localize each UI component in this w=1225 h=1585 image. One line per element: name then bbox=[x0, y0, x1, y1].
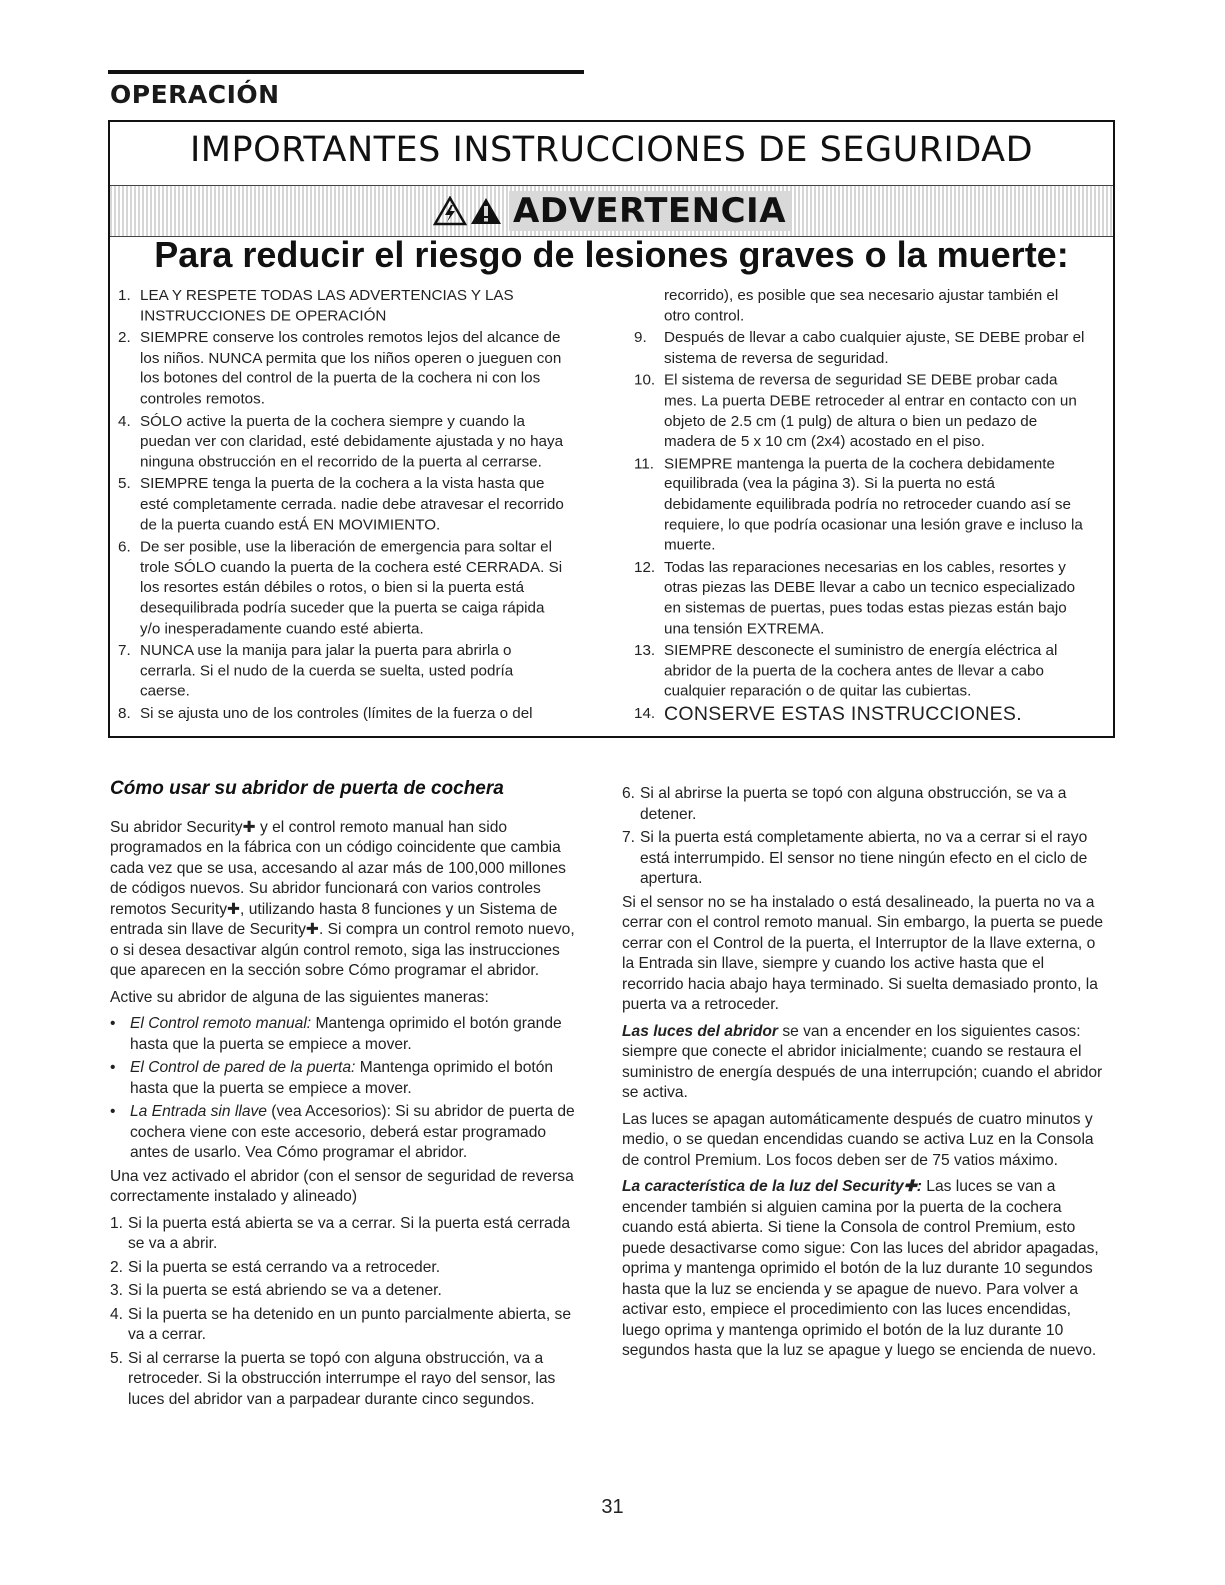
operation-step-number: 3. bbox=[110, 1282, 124, 1299]
operation-step bbox=[110, 1349, 584, 1411]
safety-item bbox=[634, 286, 1086, 327]
warning-text: ADVERTENCIA bbox=[509, 191, 790, 231]
general-warning-icon bbox=[469, 196, 503, 226]
safety-item-text: SIEMPRE conserve los controles remotos lejos del alcance de los niños. NUNCA permita que los niños operen o jueguen con los botones del control de la puerta de la cochera ni con los controles remotos. bbox=[140, 329, 562, 408]
safety-list-right bbox=[634, 286, 1086, 726]
light-feature-text: Las luces se van a encender también si alguien camina por la puerta de la cochera cuando está abierta. Si tiene la Consola de control Premium, esto puede desactivarse como sigue: Con las luces del abridor apagadas, oprima y mantenga oprimido el botón de la luz durante 10 segundos hasta que la luz se encienda y se apague de nuevo. Para volver a activar esto, empiece el procedimiento con las luces encendidas, luego oprima y mantenga oprimido el botón de la luz durante 10 segundos hasta que la luz se apague y luego se encienda de nuevo. bbox=[622, 1178, 1099, 1359]
activation-method bbox=[110, 1058, 584, 1099]
safety-item-number: 13. bbox=[634, 642, 656, 660]
operation-step-text: Si la puerta se está cerrando va a retroceder. bbox=[128, 1258, 441, 1276]
safety-item bbox=[634, 558, 1086, 639]
safety-item-text: SÓLO active la puerta de la cochera siempre y cuando la puedan ver con claridad, esté debidamente ajustada y no haya ninguna obstrucción en el recorrido de la puerta al cerrarse. bbox=[140, 412, 564, 471]
intro-paragraph: Su abridor Security✚ y el control remoto manual han sido programados en la fábrica con un código coincidente que cambia cada vez que se usa, accesando al azar más de 100,000 millones de códigos nuevos. Su abridor funcionará con varios controles remotos Security✚, utilizando hasta 8 funciones y un Sistema de entrada sin llave de Security✚. Si compra un control remoto nuevo, o si desea desactivar algún control remoto, siga las instrucciones que aparecen en la sección sobre Cómo programar el abridor. bbox=[110, 818, 575, 979]
safety-box-subtitle: Para reducir el riesgo de lesiones graves o la muerte: bbox=[154, 234, 1069, 275]
safety-item bbox=[118, 329, 564, 410]
safety-item-text: El sistema de reversa de seguridad SE DEBE probar cada mes. La puerta DEBE retroceder al entrar en contacto con un objeto de 2.5 cm (1 pulg) de altura o bien un pedazo de madera de 5 x 10 cm (2x4) acostado en el piso. bbox=[664, 372, 1077, 450]
page-number: 31 bbox=[601, 1496, 624, 1518]
safety-box-title: IMPORTANTES INSTRUCCIONES DE SEGURIDAD bbox=[189, 130, 1034, 170]
activation-method-label: La Entrada sin llave bbox=[130, 1103, 267, 1120]
light-feature-paragraph bbox=[622, 1177, 1106, 1362]
sensor-paragraph: Si el sensor no se ha instalado o está desalineado, la puerta no va a cerrar con el control remoto manual. Sin embargo, la puerta se puede cerrar con el Control de la puerta, el Interruptor de la llave externa, o la Entrada sin llave, siempre y cuando los active hasta que el recorrido hacia abajo haya terminado. Si suelta demasiado pronto, la puerta va a retroceder. bbox=[622, 893, 1104, 1013]
operation-step-number: 5. bbox=[110, 1349, 124, 1367]
activation-method-body bbox=[130, 1014, 584, 1055]
bullet-icon: • bbox=[110, 1059, 116, 1076]
conserve-instructions: CONSERVE ESTAS INSTRUCCIONES. bbox=[664, 703, 1022, 725]
left-column bbox=[110, 779, 584, 1413]
safety-item bbox=[634, 454, 1086, 556]
lights-text: se van a encender en los siguientes casos: siempre que conecte el abridor inicialmente; cuando se restaura el suministro de energía después de una interrupción; cuando el abridor se activa. bbox=[622, 1022, 1103, 1101]
safety-item-number bbox=[634, 286, 664, 327]
safety-item-text: NUNCA use la manija para jalar la puerta para abrirla o cerrarla. Si el nudo de la cuerda se suelta, usted podría caerse. bbox=[140, 642, 514, 700]
safety-item bbox=[118, 641, 564, 702]
operation-step bbox=[110, 1258, 584, 1279]
activation-method-body bbox=[130, 1058, 584, 1099]
safety-item-number: 10. bbox=[634, 372, 656, 389]
bullet-icon: • bbox=[110, 1015, 116, 1032]
activated-intro: Una vez activado el abridor (con el sensor de seguridad de reversa correctamente instalado y alineado) bbox=[110, 1167, 574, 1205]
safety-item-number: 9. bbox=[634, 329, 647, 347]
operation-step-text: Si la puerta se está abriendo se va a detener. bbox=[128, 1282, 442, 1299]
safety-item-number: 4. bbox=[118, 412, 131, 430]
activation-method bbox=[110, 1014, 584, 1055]
safety-item-text: Todas las reparaciones necesarias en los cables, resortes y otras piezas las DEBE llevar a cabo un tecnico especializado en sistemas de puertas, pues todas estas piezas están bajo una tensión EXTREMA. bbox=[664, 558, 1076, 637]
operation-step bbox=[622, 784, 1106, 825]
safety-item bbox=[634, 704, 1086, 724]
safety-item bbox=[634, 641, 1086, 702]
operation-step bbox=[110, 1281, 584, 1302]
activation-method-text: Mantenga oprimido el botón hasta que la puerta se empiece a mover. bbox=[130, 1059, 554, 1097]
bullet-icon: • bbox=[110, 1103, 116, 1120]
safety-item-number: 5. bbox=[118, 475, 131, 493]
safety-item-text: SIEMPRE mantenga la puerta de la cochera debidamente equilibrada (vea la página 3). Si la puerta no está debidamente equilibrada podría no retroceder cuando así se requiere, lo que podría ocasionar una lesión grave e incluso la muerte. bbox=[664, 455, 1083, 554]
operation-step-text: Si la puerta está completamente abierta, no va a cerrar si el rayo está interrumpido. El sensor no tiene ningún efecto en el ciclo de apertura. bbox=[640, 829, 1088, 887]
lights-paragraph bbox=[622, 1022, 1106, 1104]
operation-step bbox=[110, 1214, 584, 1255]
safety-item bbox=[634, 329, 1086, 370]
safety-item-number: 7. bbox=[118, 642, 131, 660]
operation-step-number: 6. bbox=[622, 785, 636, 802]
howto-heading: Cómo usar su abridor de puerta de cochera bbox=[110, 778, 504, 799]
operation-step bbox=[622, 828, 1106, 890]
warning-icons bbox=[433, 196, 503, 226]
operation-step-text: Si al cerrarse la puerta se topó con alguna obstrucción, va a retroceder. Si la obstrucción interrumpe el rayo del sensor, las luces del abridor van a parpadear durante cinco segundos. bbox=[128, 1349, 556, 1408]
operation-steps-list-continued bbox=[622, 784, 1106, 890]
safety-item bbox=[118, 475, 564, 536]
warning-banner bbox=[110, 185, 1113, 237]
safety-item-number: 14. bbox=[634, 705, 656, 722]
safety-item-number: 1. bbox=[118, 286, 131, 304]
safety-item-text: SIEMPRE tenga la puerta de la cochera a la vista hasta que esté completamente cerrada. nadie debe atravesar el recorrido de la puerta cuando estÁ EN MOVIMIENTO. bbox=[140, 475, 564, 534]
right-column bbox=[622, 784, 1106, 1368]
operation-step-number: 1. bbox=[110, 1214, 124, 1232]
operation-step-number: 7. bbox=[622, 829, 636, 846]
header-rule bbox=[108, 70, 584, 74]
safety-item-text: SIEMPRE desconecte el suministro de energía eléctrica al abridor de la puerta de la cochera antes de llevar a cabo cualquier reparación o de quitar las cubiertas. bbox=[664, 642, 1058, 700]
section-title: OPERACIÓN bbox=[110, 80, 280, 109]
safety-item-text: Después de llevar a cabo cualquier ajuste, SE DEBE probar el sistema de reversa de seguridad. bbox=[664, 329, 1085, 367]
safety-item bbox=[118, 412, 564, 473]
safety-item-text: Si se ajusta uno de los controles (límites de la fuerza o del bbox=[140, 705, 533, 722]
safety-list-left bbox=[118, 286, 564, 726]
safety-item-text: LEA Y RESPETE TODAS LAS ADVERTENCIAS Y LAS INSTRUCCIONES DE OPERACIÓN bbox=[140, 286, 514, 325]
activation-method-label: El Control de pared de la puerta: bbox=[130, 1059, 356, 1076]
safety-item-number: 6. bbox=[118, 538, 131, 556]
lights-off-paragraph: Las luces se apagan automáticamente después de cuatro minutos y medio, o se quedan encendidas cuando se activa Luz en la Consola de control Premium. Los focos deben ser de 75 vatios máximo. bbox=[622, 1110, 1094, 1169]
safety-item bbox=[118, 538, 564, 640]
safety-item-text: recorrido), es posible que sea necesario ajustar también el otro control. bbox=[664, 286, 1059, 325]
electric-shock-warning-icon bbox=[433, 196, 467, 226]
operation-steps-list bbox=[110, 1214, 584, 1411]
safety-instructions-box bbox=[108, 120, 1115, 738]
activation-intro: Active su abridor de alguna de las siguientes maneras: bbox=[110, 988, 489, 1006]
activation-methods-list bbox=[110, 1014, 584, 1164]
safety-item bbox=[118, 704, 564, 724]
lights-label: Las luces del abridor bbox=[622, 1022, 778, 1040]
warning-label bbox=[110, 186, 1113, 236]
safety-item bbox=[118, 286, 564, 327]
operation-step-number: 2. bbox=[110, 1258, 124, 1276]
light-feature-label: La característica de la luz del Security✚: bbox=[622, 1178, 922, 1195]
activation-method-label: El Control remoto manual: bbox=[130, 1015, 312, 1032]
safety-item-number: 12. bbox=[634, 558, 656, 576]
operation-step-text: Si la puerta está abierta se va a cerrar. Si la puerta está cerrada se va a abrir. bbox=[128, 1214, 571, 1252]
operation-step-text: Si al abrirse la puerta se topó con alguna obstrucción, se va a detener. bbox=[640, 785, 1067, 823]
safety-item-number: 11. bbox=[634, 455, 654, 473]
safety-item bbox=[634, 371, 1086, 452]
operation-step bbox=[110, 1305, 584, 1346]
safety-item-number: 2. bbox=[118, 329, 131, 347]
activation-method-body bbox=[130, 1102, 584, 1164]
safety-item-number: 8. bbox=[118, 705, 131, 722]
operation-step-number: 4. bbox=[110, 1305, 124, 1323]
operation-step-text: Si la puerta se ha detenido en un punto parcialmente abierta, se va a cerrar. bbox=[128, 1305, 571, 1343]
safety-item-text: De ser posible, use la liberación de emergencia para soltar el trole SÓLO cuando la puerta de la cochera esté CERRADA. Si los resortes están débiles o rotos, o bien si la puerta está desequilibrada podría suceder que la puerta se caiga rápida y/o inesperadamente cuando esté abierta. bbox=[140, 538, 563, 637]
activation-method bbox=[110, 1102, 584, 1164]
activation-method-text: Mantenga oprimido el botón grande hasta que la puerta se empiece a mover. bbox=[130, 1015, 562, 1053]
activation-method-text: (vea Accesorios): Si su abridor de puerta de cochera viene con este accesorio, deberá estar programado antes de usarlo. Vea Cómo programar el abridor. bbox=[130, 1103, 575, 1161]
